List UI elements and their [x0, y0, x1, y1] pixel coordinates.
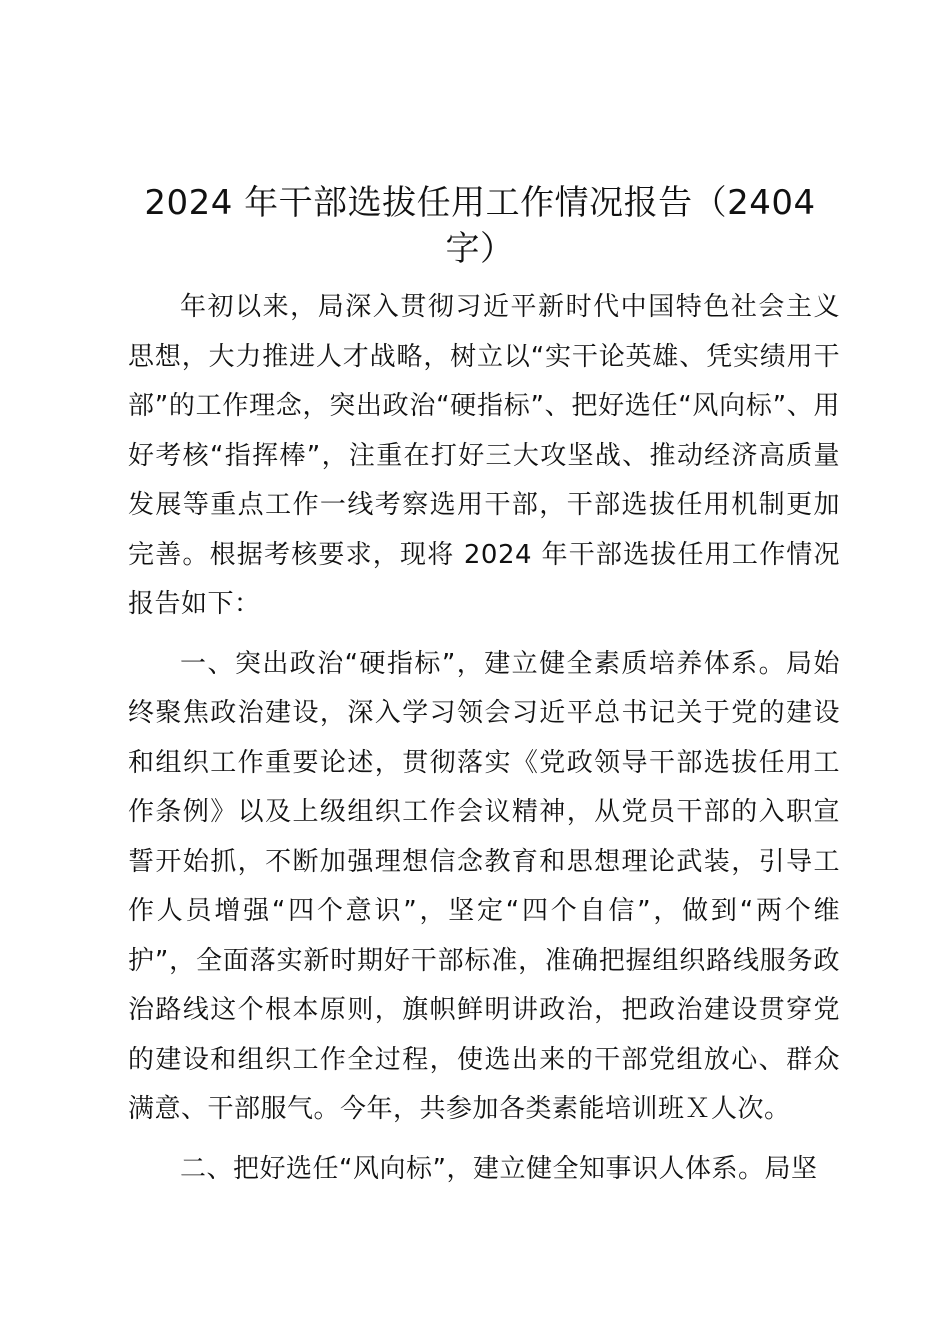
paragraph-intro: 年初以来，局深入贯彻习近平新时代中国特色社会主义思想，大力推进人才战略，树立以“实干论英雄、凭实绩用干部”的工作理念，突出政治“硬指标”、把好选任“风向标”、用好考核“指挥棒”，注重在打好三大攻坚战、推动经济高质量发展等重点工作一线考察选用干部，干部选拔任用机制更加完善。根据考核要求，现将 2024 年干部选拔任用工作情况报告如下：: [128, 292, 840, 619]
document-title: 2024 年干部选拔任用工作情况报告（2404 字）: [144, 183, 816, 269]
paragraph-section-2: 二、把好选任“风向标”，建立健全知事识人体系。局坚: [180, 1153, 818, 1184]
document-body: [128, 283, 840, 1204]
paragraph-section-1: 一、突出政治“硬指标”，建立健全素质培养体系。局始终聚焦政治建设，深入学习领会习近平总书记关于党的建设和组织工作重要论述，贯彻落实《党政领导干部选拔任用工作条例》以及上级组织工作会议精神，从党员干部的入职宣誓开始抓，不断加强理想信念教育和思想理论武装，引导工作人员增强“四个意识”，坚定“四个自信”，做到“两个维护”，全面落实新时期好干部标准，准确把握组织路线服务政治路线这个根本原则，旗帜鲜明讲政治，把政治建设贯穿党的建设和组织工作全过程，使选出来的干部党组放心、群众满意、干部服气。今年，共参加各类素能培训班Ｘ人次。: [128, 648, 840, 1124]
